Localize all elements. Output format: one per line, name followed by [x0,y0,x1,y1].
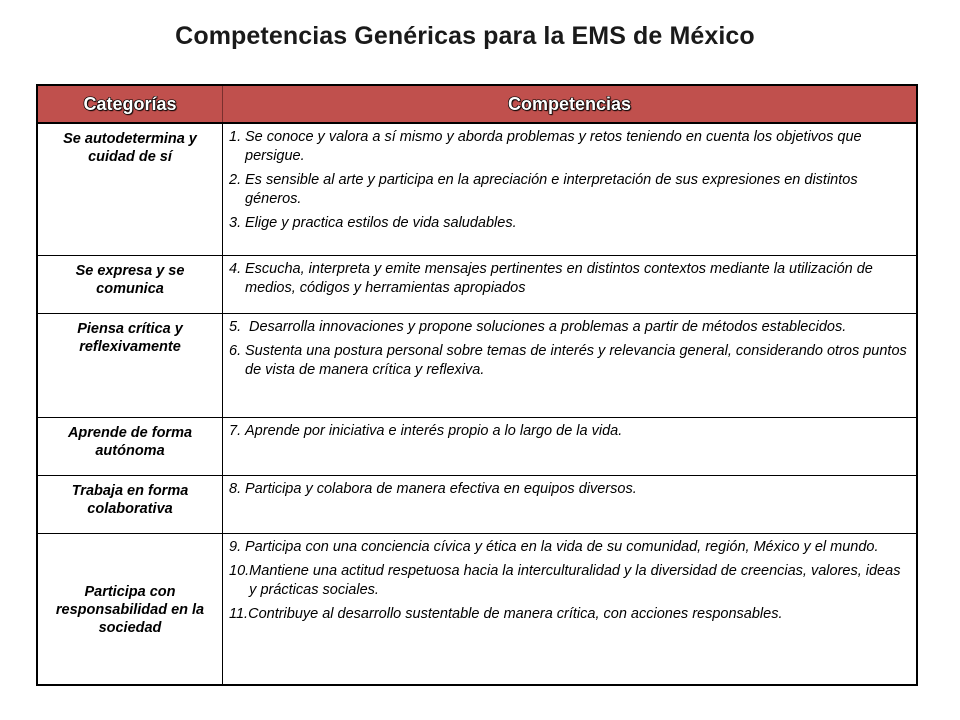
list-item [229,342,910,380]
competencies-cell [223,475,918,533]
table-row [37,533,917,685]
list-item [229,562,910,600]
page-title: Competencias Genéricas para la EMS de México [175,22,755,50]
header-competencies: Competencias [223,85,918,123]
category-cell: Participa con responsabilidad en la sociedad [37,533,223,685]
item-text: Escucha, interpreta y emite mensajes pertinentes en distintos contextos mediante la utilización de medios, códigos y herramientas apropiados [245,260,873,296]
item-text: Elige y practica estilos de vida saludables. [245,215,517,231]
list-item [229,128,910,166]
competencies-cell [223,313,918,417]
header-categories: Categorías [37,85,223,123]
item-text: Es sensible al arte y participa en la apreciación e interpretación de sus expresiones en distintos géneros. [245,172,858,207]
category-cell: Piensa crítica y reflexivamente [37,313,223,417]
item-text: Participa con una conciencia cívica y ética en la vida de su comunidad, región, México y el mundo. [245,538,879,555]
list-item [229,318,910,337]
item-number: 6. [229,342,242,359]
competencies-cell [223,255,918,313]
item-text: Desarrolla innovaciones y propone soluciones a problemas a partir de métodos establecidos. [249,318,847,335]
list-item [229,171,910,209]
item-number: 5. [229,318,242,335]
table-row [37,475,917,533]
item-text: Mantiene una actitud respetuosa hacia la interculturalidad y la diversidad de creencias, valores, ideas y prácticas sociales. [249,562,901,598]
table-row [37,313,917,417]
list-item [229,605,910,624]
item-number: 11. [229,605,249,622]
list-item [229,260,910,298]
item-number: 1. [229,129,242,145]
table-row [37,255,917,313]
item-number: 7. [229,422,242,439]
category-cell: Aprende de forma autónoma [37,417,223,475]
item-text: Participa y colabora de manera efectiva en equipos diversos. [245,480,637,497]
list-item [229,480,910,499]
item-number: 3. [229,215,242,231]
list-item [229,422,910,441]
item-text: Sustenta una postura personal sobre temas de interés y relevancia general, considerando otros puntos de vista de manera crítica y reflexiva. [245,342,907,378]
category-cell: Trabaja en forma colaborativa [37,475,223,533]
category-cell: Se autodetermina y cuidad de sí [37,123,223,255]
item-number: 4. [229,260,242,277]
category-cell: Se expresa y se comunica [37,255,223,313]
table-row [37,417,917,475]
competencies-table [36,84,918,686]
competencies-cell [223,417,918,475]
item-number: 9. [229,538,242,555]
item-number: 2. [229,172,242,188]
item-text: Aprende por iniciativa e interés propio a lo largo de la vida. [245,422,623,439]
item-text: Se conoce y valora a sí mismo y aborda problemas y retos teniendo en cuenta los objetivos que persigue. [245,129,862,164]
table-header-row [37,85,917,123]
list-item [229,538,910,557]
item-number: 8. [229,480,242,497]
competencies-cell [223,533,918,685]
item-text: Contribuye al desarrollo sustentable de manera crítica, con acciones responsables. [248,605,783,622]
item-number: 10. [229,562,250,579]
table-row [37,123,917,255]
list-item [229,214,910,233]
competencies-cell [223,123,918,255]
